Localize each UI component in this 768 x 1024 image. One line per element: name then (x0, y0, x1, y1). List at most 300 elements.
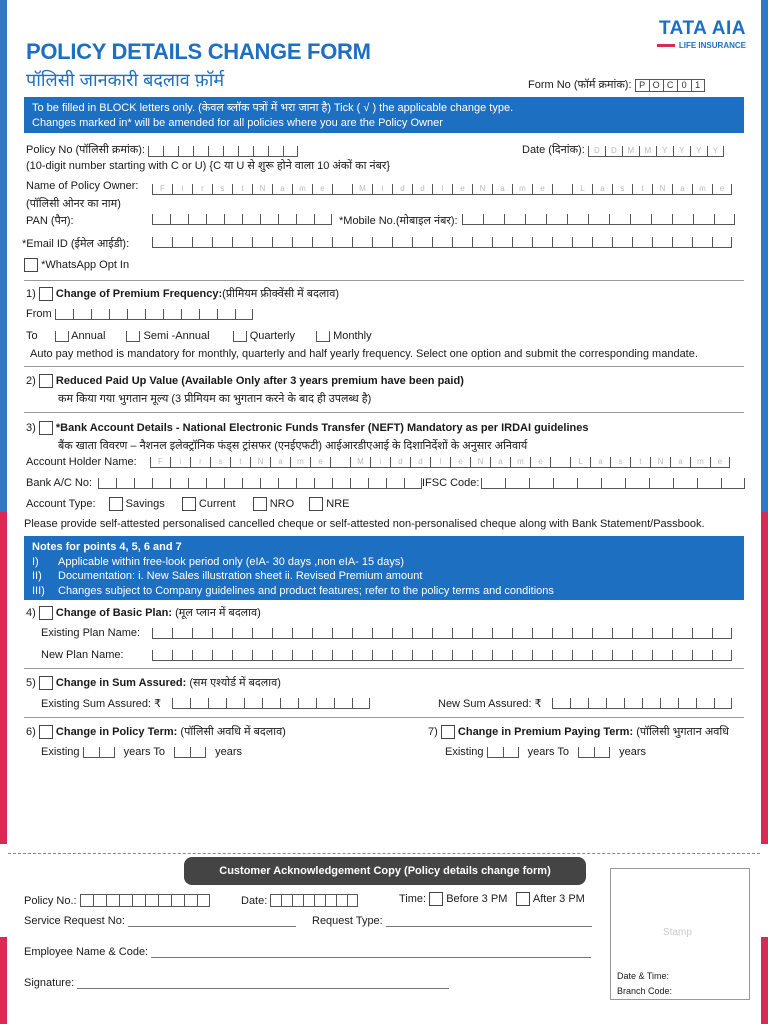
char-box[interactable] (552, 698, 570, 709)
char-box[interactable] (672, 628, 692, 639)
char-box[interactable] (525, 214, 546, 225)
char-box[interactable]: l (432, 184, 452, 195)
char-box[interactable]: M (622, 146, 639, 157)
char-box[interactable]: L (570, 457, 590, 468)
char-box[interactable]: M (350, 457, 370, 468)
char-box[interactable] (127, 309, 145, 320)
char-box[interactable] (152, 214, 170, 225)
char-box[interactable] (332, 478, 350, 489)
char-box[interactable]: e (532, 184, 552, 195)
char-box[interactable]: O (649, 79, 663, 92)
char-box[interactable]: m (512, 184, 532, 195)
char-box[interactable] (172, 237, 192, 248)
char-box[interactable] (624, 698, 642, 709)
char-box[interactable]: L (572, 184, 592, 195)
char-box[interactable] (672, 650, 692, 661)
char-box[interactable] (352, 628, 372, 639)
char-box[interactable] (106, 894, 119, 907)
semi-annual-option[interactable] (126, 331, 140, 342)
char-box[interactable] (174, 747, 190, 758)
char-box[interactable]: C (663, 79, 677, 92)
char-box[interactable] (649, 478, 673, 489)
char-box[interactable] (244, 698, 262, 709)
char-box[interactable]: N (472, 184, 492, 195)
char-box[interactable]: a (490, 457, 510, 468)
char-box[interactable]: e (710, 457, 730, 468)
account-holder-input[interactable] (150, 457, 730, 468)
char-box[interactable] (172, 698, 190, 709)
char-box[interactable] (224, 478, 242, 489)
account-no-input[interactable] (98, 478, 422, 489)
char-box[interactable] (292, 650, 312, 661)
char-box[interactable] (532, 650, 552, 661)
char-box[interactable] (652, 237, 672, 248)
char-box[interactable] (197, 894, 210, 907)
char-box[interactable] (235, 309, 253, 320)
char-box[interactable] (303, 894, 314, 907)
char-box[interactable]: F (152, 184, 172, 195)
char-box[interactable] (296, 214, 314, 225)
policy-term-new-input[interactable] (174, 747, 206, 758)
char-box[interactable] (532, 628, 552, 639)
char-box[interactable] (296, 478, 314, 489)
premium-frequency-checkbox[interactable] (39, 287, 53, 301)
char-box[interactable] (432, 628, 452, 639)
char-box[interactable] (206, 214, 224, 225)
char-box[interactable] (55, 331, 69, 342)
char-box[interactable] (119, 894, 132, 907)
char-box[interactable] (368, 478, 386, 489)
char-box[interactable] (350, 478, 368, 489)
char-box[interactable] (316, 331, 330, 342)
char-box[interactable] (152, 628, 172, 639)
char-box[interactable]: a (592, 184, 612, 195)
char-box[interactable] (630, 214, 651, 225)
char-box[interactable] (412, 628, 432, 639)
char-box[interactable]: a (492, 184, 512, 195)
char-box[interactable]: i (372, 184, 392, 195)
char-box[interactable] (432, 650, 452, 661)
char-box[interactable] (592, 628, 612, 639)
char-box[interactable]: a (272, 184, 292, 195)
char-box[interactable] (432, 237, 452, 248)
ifsc-input[interactable] (481, 478, 745, 489)
char-box[interactable] (184, 894, 197, 907)
char-box[interactable]: e (530, 457, 550, 468)
char-box[interactable] (577, 478, 601, 489)
char-box[interactable] (272, 237, 292, 248)
char-box[interactable]: Y (656, 146, 673, 157)
char-box[interactable] (592, 650, 612, 661)
char-box[interactable]: d (390, 457, 410, 468)
char-box[interactable]: a (670, 457, 690, 468)
char-box[interactable] (325, 894, 336, 907)
ppt-existing-input[interactable] (487, 747, 519, 758)
char-box[interactable] (529, 478, 553, 489)
char-box[interactable]: 1 (691, 79, 705, 92)
char-box[interactable] (98, 478, 116, 489)
char-box[interactable] (126, 331, 140, 342)
char-box[interactable]: e (712, 184, 732, 195)
char-box[interactable] (392, 628, 412, 639)
char-box[interactable] (652, 650, 672, 661)
ppt-new-input[interactable] (578, 747, 610, 758)
char-box[interactable] (208, 146, 223, 157)
char-box[interactable] (152, 650, 172, 661)
char-box[interactable] (672, 214, 693, 225)
bank-details-checkbox[interactable] (39, 421, 53, 435)
char-box[interactable] (332, 237, 352, 248)
char-box[interactable] (714, 698, 732, 709)
char-box[interactable] (334, 698, 352, 709)
new-sum-input[interactable] (552, 698, 732, 709)
char-box[interactable] (481, 478, 505, 489)
monthly-option[interactable] (316, 331, 330, 342)
mobile-input[interactable] (462, 214, 735, 225)
char-box[interactable]: l (430, 457, 450, 468)
ack-policy-no-input[interactable] (80, 894, 210, 907)
char-box[interactable] (55, 309, 73, 320)
char-box[interactable] (404, 478, 422, 489)
char-box[interactable] (352, 698, 370, 709)
char-box[interactable] (572, 628, 592, 639)
premium-paying-term-checkbox[interactable] (441, 725, 455, 739)
existing-sum-input[interactable] (172, 698, 370, 709)
char-box[interactable] (632, 650, 652, 661)
char-box[interactable] (91, 309, 109, 320)
char-box[interactable] (253, 146, 268, 157)
char-box[interactable] (372, 628, 392, 639)
char-box[interactable] (252, 650, 272, 661)
char-box[interactable]: m (690, 457, 710, 468)
char-box[interactable] (492, 628, 512, 639)
char-box[interactable] (632, 237, 652, 248)
basic-plan-checkbox[interactable] (39, 606, 53, 620)
char-box[interactable] (601, 478, 625, 489)
char-box[interactable] (330, 457, 350, 468)
char-box[interactable]: e (310, 457, 330, 468)
char-box[interactable]: s (212, 184, 232, 195)
char-box[interactable] (268, 146, 283, 157)
char-box[interactable]: m (292, 184, 312, 195)
char-box[interactable]: i (370, 457, 390, 468)
policy-term-checkbox[interactable] (39, 725, 53, 739)
char-box[interactable] (612, 650, 632, 661)
char-box[interactable] (192, 650, 212, 661)
char-box[interactable] (462, 214, 483, 225)
char-box[interactable] (412, 237, 432, 248)
char-box[interactable] (588, 698, 606, 709)
policy-no-input[interactable] (148, 146, 298, 157)
char-box[interactable] (181, 309, 199, 320)
char-box[interactable] (505, 478, 529, 489)
char-box[interactable] (625, 478, 649, 489)
char-box[interactable] (134, 478, 152, 489)
before-3pm-checkbox[interactable] (429, 892, 443, 906)
char-box[interactable] (692, 237, 712, 248)
char-box[interactable] (372, 650, 392, 661)
char-box[interactable]: P (635, 79, 649, 92)
char-box[interactable] (609, 214, 630, 225)
char-box[interactable] (232, 650, 252, 661)
char-box[interactable] (316, 698, 334, 709)
char-box[interactable] (712, 628, 732, 639)
char-box[interactable] (232, 628, 252, 639)
char-box[interactable]: i (172, 184, 192, 195)
char-box[interactable] (372, 237, 392, 248)
char-box[interactable] (314, 478, 332, 489)
char-box[interactable]: 0 (677, 79, 691, 92)
char-box[interactable]: e (312, 184, 332, 195)
char-box[interactable] (567, 214, 588, 225)
char-box[interactable] (512, 650, 532, 661)
char-box[interactable]: t (630, 457, 650, 468)
char-box[interactable] (673, 478, 697, 489)
char-box[interactable] (132, 894, 145, 907)
char-box[interactable]: a (590, 457, 610, 468)
char-box[interactable] (233, 331, 247, 342)
nre-checkbox[interactable] (309, 497, 323, 511)
char-box[interactable] (612, 237, 632, 248)
char-box[interactable] (163, 146, 178, 157)
char-box[interactable] (278, 214, 296, 225)
char-box[interactable] (283, 146, 298, 157)
char-box[interactable]: M (639, 146, 656, 157)
char-box[interactable] (347, 894, 358, 907)
char-box[interactable] (242, 478, 260, 489)
char-box[interactable] (721, 478, 745, 489)
char-box[interactable] (226, 698, 244, 709)
existing-plan-input[interactable] (152, 628, 732, 639)
char-box[interactable] (208, 698, 226, 709)
char-box[interactable] (712, 237, 732, 248)
char-box[interactable] (352, 237, 372, 248)
char-box[interactable] (552, 184, 572, 195)
char-box[interactable]: N (652, 184, 672, 195)
char-box[interactable]: d (410, 457, 430, 468)
char-box[interactable] (272, 628, 292, 639)
char-box[interactable]: d (412, 184, 432, 195)
char-box[interactable] (642, 698, 660, 709)
char-box[interactable] (109, 309, 127, 320)
email-input[interactable] (152, 237, 732, 248)
char-box[interactable]: Y (673, 146, 690, 157)
char-box[interactable] (83, 747, 99, 758)
char-box[interactable] (278, 478, 296, 489)
char-box[interactable] (452, 237, 472, 248)
char-box[interactable] (312, 237, 332, 248)
char-box[interactable] (172, 650, 192, 661)
char-box[interactable] (452, 650, 472, 661)
char-box[interactable]: r (192, 184, 212, 195)
char-box[interactable] (260, 214, 278, 225)
char-box[interactable] (223, 146, 238, 157)
char-box[interactable]: N (470, 457, 490, 468)
char-box[interactable] (312, 628, 332, 639)
char-box[interactable]: a (672, 184, 692, 195)
char-box[interactable] (152, 478, 170, 489)
char-box[interactable] (298, 698, 316, 709)
char-box[interactable] (217, 309, 235, 320)
char-box[interactable]: a (270, 457, 290, 468)
annual-option[interactable] (55, 331, 69, 342)
char-box[interactable] (314, 894, 325, 907)
char-box[interactable] (572, 237, 592, 248)
char-box[interactable] (145, 309, 163, 320)
signature-input[interactable] (77, 988, 449, 989)
char-box[interactable] (336, 894, 347, 907)
char-box[interactable] (158, 894, 171, 907)
char-box[interactable] (172, 628, 192, 639)
char-box[interactable] (332, 628, 352, 639)
char-box[interactable] (238, 146, 253, 157)
char-box[interactable]: e (452, 184, 472, 195)
char-box[interactable] (660, 698, 678, 709)
char-box[interactable]: t (230, 457, 250, 468)
char-box[interactable] (552, 650, 572, 661)
char-box[interactable] (592, 237, 612, 248)
char-box[interactable] (312, 650, 332, 661)
ack-date-input[interactable] (270, 894, 358, 907)
date-input[interactable] (588, 146, 724, 157)
current-checkbox[interactable] (182, 497, 196, 511)
char-box[interactable]: M (352, 184, 372, 195)
char-box[interactable] (483, 214, 504, 225)
char-box[interactable] (242, 214, 260, 225)
char-box[interactable] (281, 894, 292, 907)
char-box[interactable] (199, 309, 217, 320)
char-box[interactable] (190, 698, 208, 709)
char-box[interactable] (188, 478, 206, 489)
savings-checkbox[interactable] (109, 497, 123, 511)
owner-name-input[interactable] (152, 184, 732, 195)
char-box[interactable] (292, 237, 312, 248)
char-box[interactable]: D (605, 146, 622, 157)
char-box[interactable] (332, 650, 352, 661)
char-box[interactable] (178, 146, 193, 157)
char-box[interactable] (697, 478, 721, 489)
char-box[interactable] (314, 214, 332, 225)
char-box[interactable] (99, 747, 115, 758)
char-box[interactable] (492, 650, 512, 661)
char-box[interactable]: t (632, 184, 652, 195)
char-box[interactable] (188, 214, 206, 225)
char-box[interactable] (512, 628, 532, 639)
char-box[interactable] (487, 747, 503, 758)
char-box[interactable] (212, 237, 232, 248)
sum-assured-checkbox[interactable] (39, 676, 53, 690)
char-box[interactable] (594, 747, 610, 758)
char-box[interactable] (550, 457, 570, 468)
char-box[interactable] (386, 478, 404, 489)
char-box[interactable] (170, 214, 188, 225)
char-box[interactable] (80, 894, 93, 907)
char-box[interactable] (572, 650, 592, 661)
char-box[interactable] (352, 650, 372, 661)
char-box[interactable] (570, 698, 588, 709)
quarterly-option[interactable] (233, 331, 247, 342)
char-box[interactable] (696, 698, 714, 709)
char-box[interactable] (163, 309, 181, 320)
char-box[interactable] (472, 650, 492, 661)
char-box[interactable] (192, 628, 212, 639)
char-box[interactable] (332, 184, 352, 195)
char-box[interactable] (116, 478, 134, 489)
char-box[interactable] (171, 894, 184, 907)
char-box[interactable] (262, 698, 280, 709)
char-box[interactable] (606, 698, 624, 709)
char-box[interactable] (652, 628, 672, 639)
char-box[interactable] (532, 237, 552, 248)
policy-term-existing-input[interactable] (83, 747, 115, 758)
char-box[interactable] (192, 237, 212, 248)
char-box[interactable] (552, 628, 572, 639)
char-box[interactable]: d (392, 184, 412, 195)
char-box[interactable]: i (170, 457, 190, 468)
char-box[interactable] (651, 214, 672, 225)
char-box[interactable] (212, 650, 232, 661)
char-box[interactable]: Y (707, 146, 724, 157)
char-box[interactable]: N (650, 457, 670, 468)
char-box[interactable] (392, 237, 412, 248)
char-box[interactable] (152, 237, 172, 248)
char-box[interactable]: F (150, 457, 170, 468)
char-box[interactable] (472, 237, 492, 248)
char-box[interactable] (145, 894, 158, 907)
char-box[interactable] (678, 698, 696, 709)
nro-checkbox[interactable] (253, 497, 267, 511)
char-box[interactable] (292, 894, 303, 907)
char-box[interactable] (712, 650, 732, 661)
reduced-paid-up-checkbox[interactable] (39, 374, 53, 388)
char-box[interactable] (170, 478, 188, 489)
char-box[interactable]: D (588, 146, 605, 157)
employee-input[interactable] (151, 957, 591, 958)
char-box[interactable] (252, 628, 272, 639)
char-box[interactable] (252, 237, 272, 248)
char-box[interactable] (212, 628, 232, 639)
char-box[interactable] (232, 237, 252, 248)
char-box[interactable]: s (210, 457, 230, 468)
char-box[interactable] (503, 747, 519, 758)
char-box[interactable]: m (692, 184, 712, 195)
char-box[interactable] (270, 894, 281, 907)
new-plan-input[interactable] (152, 650, 732, 661)
char-box[interactable] (504, 214, 525, 225)
char-box[interactable]: Y (690, 146, 707, 157)
char-box[interactable] (272, 650, 292, 661)
char-box[interactable]: m (290, 457, 310, 468)
char-box[interactable] (206, 478, 224, 489)
char-box[interactable]: m (510, 457, 530, 468)
request-type-input[interactable] (386, 926, 592, 927)
char-box[interactable] (553, 478, 577, 489)
char-box[interactable] (392, 650, 412, 661)
char-box[interactable] (512, 237, 532, 248)
char-box[interactable]: t (232, 184, 252, 195)
char-box[interactable]: r (190, 457, 210, 468)
char-box[interactable] (492, 237, 512, 248)
char-box[interactable] (552, 237, 572, 248)
char-box[interactable] (714, 214, 735, 225)
frequency-from-input[interactable] (55, 309, 253, 320)
char-box[interactable]: s (612, 184, 632, 195)
char-box[interactable] (148, 146, 163, 157)
char-box[interactable] (93, 894, 106, 907)
char-box[interactable]: N (252, 184, 272, 195)
char-box[interactable] (412, 650, 432, 661)
char-box[interactable] (612, 628, 632, 639)
